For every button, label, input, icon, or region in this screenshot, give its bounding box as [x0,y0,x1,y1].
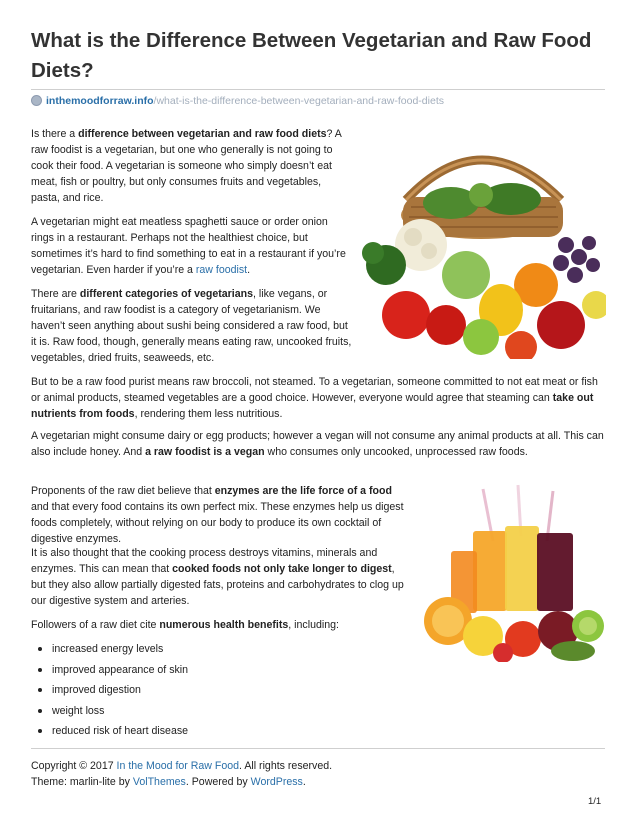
paragraph-3 [31,286,353,366]
list-item [31,641,188,662]
theme-text-end: . [302,776,306,788]
p3-text: There are [31,288,80,300]
bullet-icon [38,729,42,733]
juice-glasses-image [423,481,605,662]
copyright-line [31,758,332,774]
title-divider [31,89,605,90]
source-domain-link[interactable]: inthemoodforraw.info [46,95,154,107]
source-line [31,94,444,108]
list-item [31,703,188,724]
paragraph-1 [31,126,349,206]
benefit-text: weight loss [52,704,105,717]
p7-bold: cooked foods not only take longer to digest [172,563,392,575]
paragraph-7 [31,545,411,609]
paragraph-5 [31,428,606,460]
p7-text: It is also thought that the cooking process destroys vitamins, minerals and enzymes. This can mean that [31,547,378,575]
benefit-text: reduced risk of heart disease [52,725,189,737]
p1-text-end: ? A raw foodist is a vegetarian, but one who generally is not going to cook their food. A vegetarian is someone who simply doesn’t eat meat, fish or poultry, but only consumes fruits and vegetables, pasta, and rice. [31,128,342,204]
benefits-list [31,641,188,744]
copyright-text-end: . All rights reserved. [239,760,333,772]
list-item [31,662,188,683]
globe-icon [31,95,42,106]
bullet-icon [38,688,42,692]
paragraph-2 [31,214,349,278]
p6-bold: enzymes are the life force of a food [214,485,392,497]
paragraph-4 [31,374,606,422]
paragraph-6 [31,483,411,547]
p8-text: Followers of a raw diet cite [31,619,160,631]
p3-bold: different categories of vegetarians [79,288,253,300]
list-item [31,723,188,744]
p4-bold: take out nutrients from foods [31,392,594,420]
copyright-text: Copyright © 2017 [31,760,117,772]
p2-text: A vegetarian might eat meatless spaghetti sauce or order onion rings in a restaurant. Perhaps not the healthiest choice, but sometimes it’s hard to find something to eat in a restaurant if you’re vegetarian. Even harder if you’re a [31,216,346,276]
vegetable-basket-illustration [361,125,606,359]
footer-divider [31,748,605,749]
p5-text-end: who consumes only uncooked, unprocessed raw foods. [264,446,528,458]
article-title: What is the Difference Between Vegetarian and Raw Food Diets? [31,29,592,82]
p3-text-end: , like vegans, or fruitarians, and raw foodist is a category of vegetarianism. We haven’t seen anything about sushi being considered a raw food, but it is. Raw food, though, generally means eating raw, uncooked fruits, vegetables, dried fruits, seaweeds, etc. [31,288,352,364]
juice-glasses-illustration [423,481,605,662]
p4-text: But to be a raw food purist means raw broccoli, not steamed. To a vegetarian, someone committed to not eat meat or fish or animal products, steamed vegetables are a good choice. However, everyone would agree that steaming can [31,376,598,404]
p2-text-end: . [247,264,251,276]
p1-bold: difference between vegetarian and raw food diets [78,128,327,140]
bullet-icon [38,668,42,672]
source-path: /what-is-the-difference-between-vegetarian-and-raw-food-diets [153,95,444,107]
p4-text-end: , rendering them less nutritious. [134,408,283,420]
p1-text: Is there a [31,128,79,140]
site-footer [31,758,332,790]
p6-text-end: and that every food contains its own perfect mix. These enzymes help us digest foods completely, without relying on our body to produce its own cocktail of digestive enzymes. [31,501,404,545]
site-name-link[interactable]: In the Mood for Raw Food [116,760,240,772]
benefit-text: increased energy levels [52,643,164,655]
p8-text-end: , including: [288,619,339,631]
theme-line [31,774,332,790]
p5-bold: a raw foodist is a vegan [145,446,265,458]
paragraph-8 [31,617,411,633]
theme-text-mid: . Powered by [185,776,251,788]
p6-text: Proponents of the raw diet believe that [31,485,215,497]
vegetable-basket-image [361,125,606,359]
p7-text-end: , but they also allow partially digested fats, proteins and carbohydrates to clog up our digestive system and arteries. [31,563,404,607]
list-item [31,682,188,703]
raw-foodist-link[interactable]: raw foodist [195,264,248,276]
page-number: 1/1 [588,796,602,807]
theme-text: Theme: marlin-lite by [31,776,133,788]
p8-bold: numerous health benefits [159,619,289,631]
volthemes-link[interactable]: VolThemes [132,776,186,788]
wordpress-link[interactable]: WordPress [250,776,303,788]
benefit-text: improved appearance of skin [52,663,189,676]
p5-text: A vegetarian might consume dairy or egg products; however a vegan will not consume any animal products at all. This can also include honey. And [31,430,604,458]
benefit-text: improved digestion [52,684,141,696]
bullet-icon [38,647,42,651]
bullet-icon [38,709,42,713]
